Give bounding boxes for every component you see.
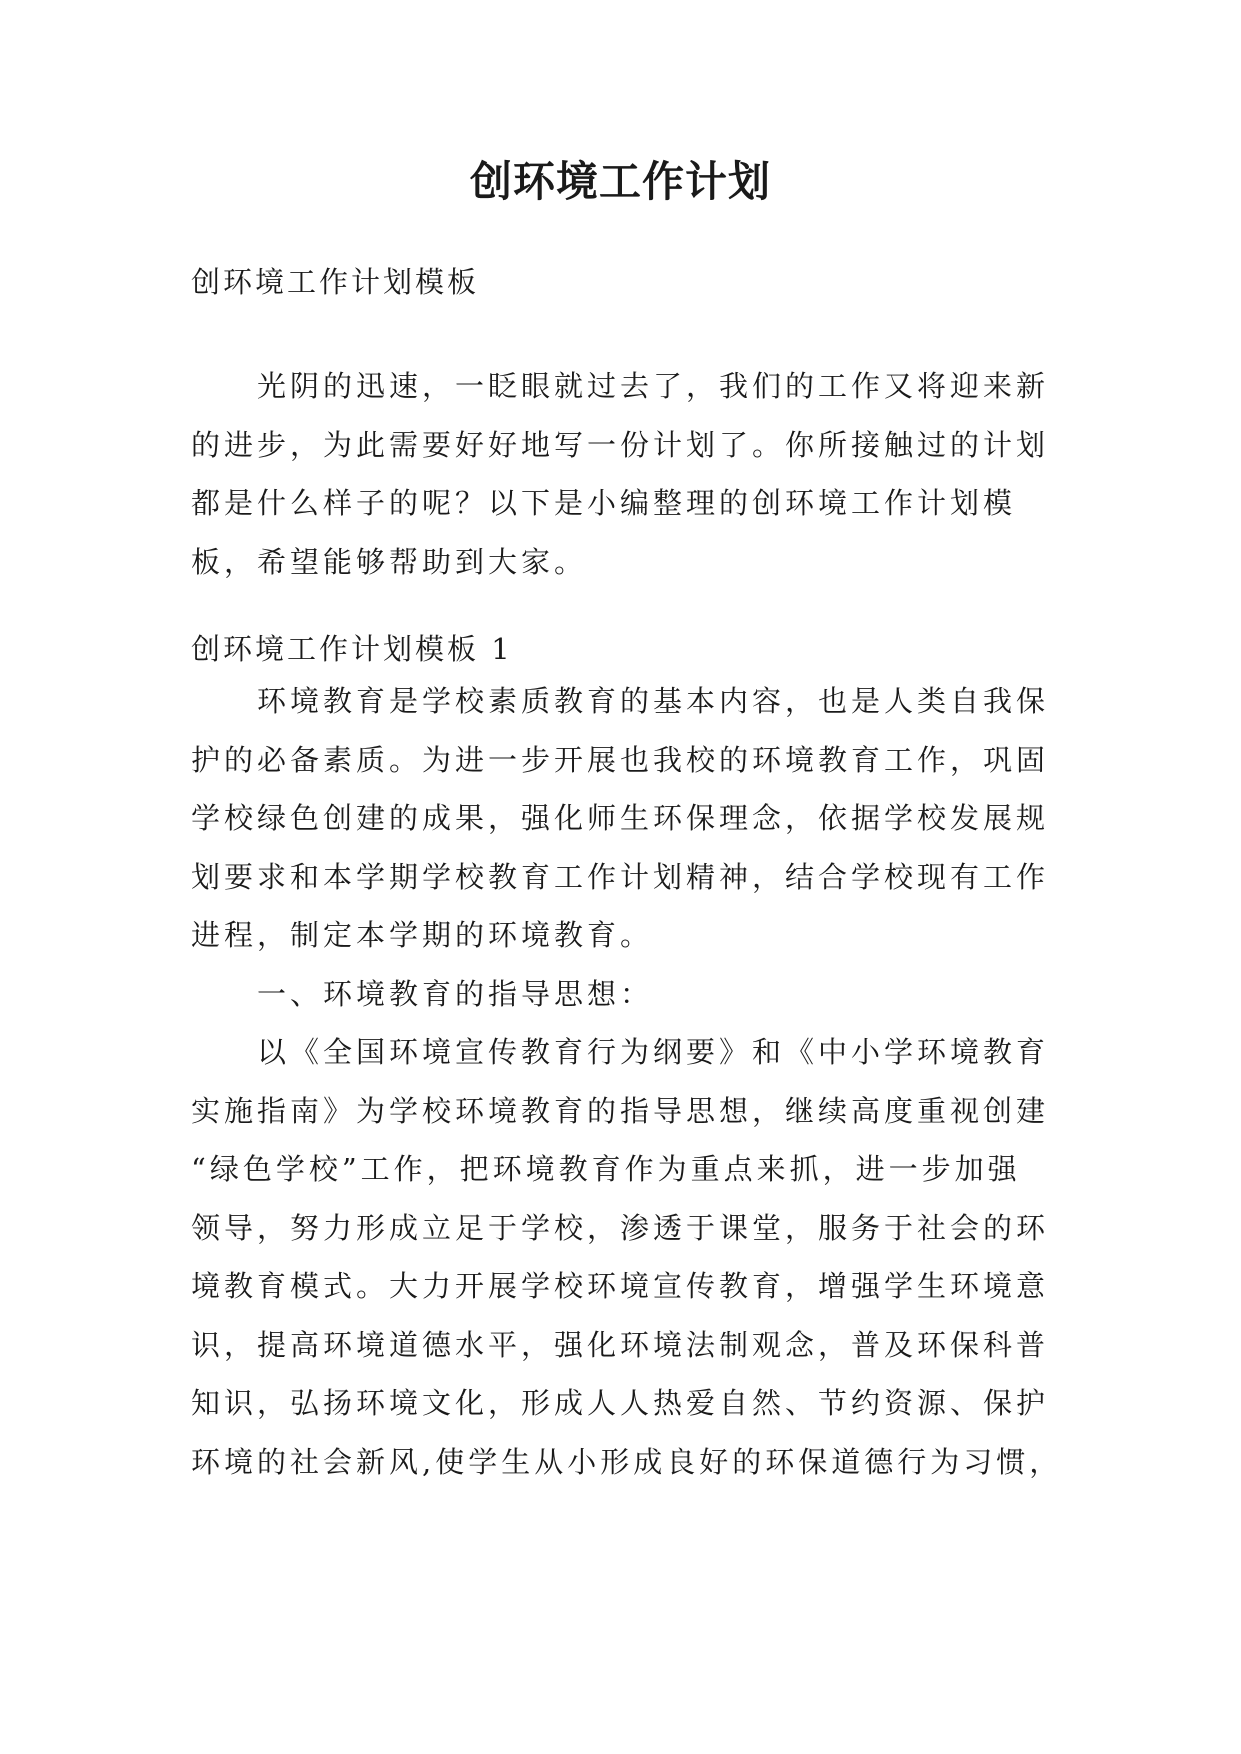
point-heading-text: 一、环境教育的指导思想： — [257, 977, 654, 1011]
intro-line: 都是什么样子的呢？以下是小编整理的创环境工作计划模 — [191, 486, 1017, 520]
paragraph-line: 领导，努力形成立足于学校，渗透于课堂，服务于社会的环 — [191, 1210, 1050, 1245]
paragraph-line: 环境的社会新风,使学生从小形成良好的环保道德行为习惯， — [191, 1444, 1063, 1479]
section-paragraph-2 — [191, 1023, 1063, 1491]
intro-line: 光阴的迅速，一眨眼就过去了，我们的工作又将迎来新 — [257, 369, 1050, 403]
intro-paragraph — [191, 357, 1049, 591]
document-subtitle: 创环境工作计划模板 — [191, 265, 480, 299]
paragraph-line: 以《全国环境宣传教育行为纲要》和《中小学环境教育 — [257, 1035, 1050, 1069]
paragraph-line: 进程，制定本学期的环境教育。 — [191, 918, 654, 952]
paragraph-line: 环境教育是学校素质教育的基本内容，也是人类自我保 — [257, 684, 1050, 718]
intro-line: 板，希望能够帮助到大家。 — [191, 544, 588, 579]
paragraph-line: 划要求和本学期学校教育工作计划精神，结合学校现有工作 — [191, 859, 1050, 894]
paragraph-line: 知识，弘扬环境文化，形成人人热爱自然、节约资源、保护 — [191, 1386, 1050, 1420]
paragraph-line: 护的必备素质。为进一步开展也我校的环境教育工作，巩固 — [191, 742, 1050, 777]
document-title: 创环境工作计划 — [469, 157, 771, 206]
paragraph-line: 境教育模式。大力开展学校环境宣传教育，增强学生环境意 — [191, 1269, 1050, 1303]
paragraph-line: “绿色学校”工作，把环境教育作为重点来抓，进一步加强 — [191, 1152, 1021, 1186]
section-paragraph-1 — [191, 672, 1049, 965]
point-1-heading — [191, 965, 1049, 1024]
paragraph-line: 识，提高环境道德水平，强化环境法制观念，普及环保科普 — [191, 1327, 1050, 1362]
intro-line: 的进步，为此需要好好地写一份计划了。你所接触过的计划 — [191, 427, 1050, 462]
paragraph-line: 学校绿色创建的成果，强化师生环保理念，依据学校发展规 — [191, 801, 1050, 835]
section-heading: 创环境工作计划模板 1 — [191, 632, 513, 666]
paragraph-line: 实施指南》为学校环境教育的指导思想，继续高度重视创建 — [191, 1093, 1050, 1128]
